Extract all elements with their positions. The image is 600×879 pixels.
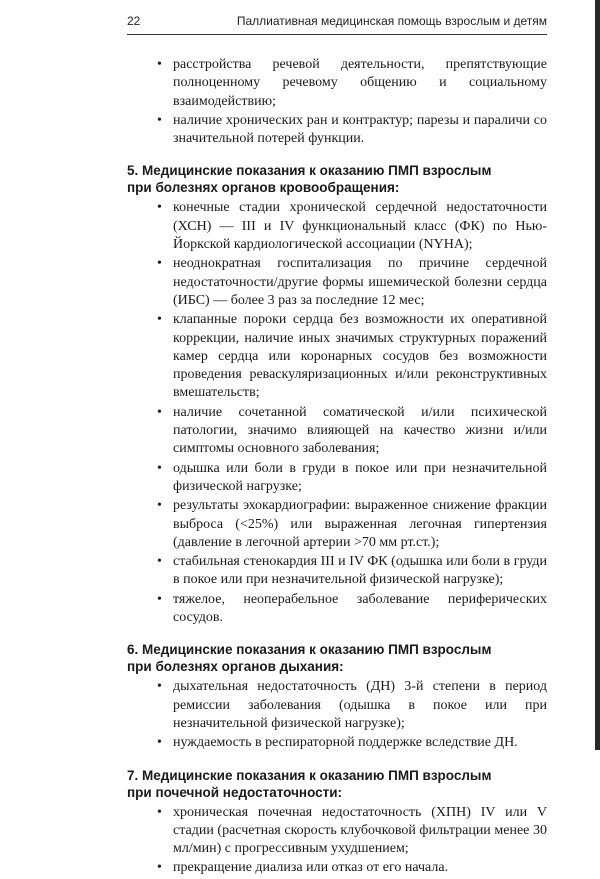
list-item: • расстройства речевой деятельности, препятствующие полноценному речевому общению и социальному взаимодействию; xyxy=(157,57,547,109)
list-item: • тяжелое, неоперабельное заболевание периферических сосудов. xyxy=(157,591,547,626)
list-item: • стабильная стенокардия III и IV ФК (одышка или боли в груди в покое или при незначительной физической нагрузке); xyxy=(157,554,547,588)
section-6-title: 6. Медицинские показания к оказанию ПМП взрослым при болезнях органов дыхания: xyxy=(127,642,492,675)
section-7-list xyxy=(127,804,547,878)
bullet-icon: • xyxy=(157,57,162,72)
bullet-icon: • xyxy=(157,256,162,272)
running-header xyxy=(127,10,547,32)
section-6-list xyxy=(127,678,547,752)
list-item: • неоднократная госпитализация по причине сердечной недостаточности/другие формы ишемической болезни сердца (ИБС) — более 3 раз за последние 12 мес; xyxy=(157,256,547,308)
bullet-icon: • xyxy=(157,804,162,820)
bullet-icon: • xyxy=(157,554,162,570)
section-5-title: 5. Медицинские показания к оказанию ПМП взрослым при болезнях органов кровообращения: xyxy=(127,163,492,196)
bullet-icon: • xyxy=(157,460,162,476)
list-item: • дыхательная недостаточность (ДН) 3-й степени в период ремиссии заболевания (одышка в покое или при незначительной физической нагрузке); xyxy=(157,679,547,731)
page-edge xyxy=(595,0,600,750)
bullet-icon: • xyxy=(157,200,162,216)
bullet-icon: • xyxy=(157,498,162,514)
page-body xyxy=(127,56,547,879)
list-item: • хроническая почечная недостаточность (ХПН) IV или V стадии (расчетная скорость клубочковой фильтрации менее 30 мл/мин) с прогрессивным ухудшением; xyxy=(157,804,547,857)
bullet-icon: • xyxy=(157,679,162,695)
page-number: 22 xyxy=(127,14,141,28)
bullet-icon: • xyxy=(157,735,162,751)
list-item: • конечные стадии хронической сердечной недостаточности (ХСН) — III и IV функциональный класс (ФК) по Нью-Йоркской кардиологической ассоциации (NYHA); xyxy=(157,200,547,253)
list-item: • нуждаемость в респираторной поддержке вследствие ДН. xyxy=(127,734,547,752)
continued-list xyxy=(127,56,547,148)
list-item: • клапанные пороки сердца без возможности их оперативной коррекции, наличие иных значимых структурных поражений камер сердца или коронарных сосудов без возможности проведения реваскуляризационных и/или реконструктивных вмешательств; xyxy=(157,312,547,401)
bullet-icon: • xyxy=(157,112,162,128)
bullet-icon: • xyxy=(157,404,162,420)
list-item: • одышка или боли в груди в покое или при незначительной физической нагрузке; xyxy=(157,460,547,494)
section-5-list xyxy=(127,199,547,627)
list-item: • результаты эхокардиографии: выраженное снижение фракции выброса (<25%) или выраженная легочная гипертензия (давление в легочной артерии >70 мм рт.ст.); xyxy=(157,498,547,550)
list-item: • наличие сочетанной соматической и/или психической патологии, значимо влияющей на качество жизни и/или симптомы основного заболевания; xyxy=(157,404,547,457)
list-item: • прекращение диализа или отказ от его начала. xyxy=(127,859,547,877)
list-item: • наличие хронических ран и контрактур; парезы и параличи со значительной потерей функции. xyxy=(157,112,547,147)
section-7-title: 7. Медицинские показания к оказанию ПМП взрослым при почечной недостаточности: xyxy=(127,767,492,800)
bullet-icon: • xyxy=(157,312,162,328)
bullet-icon: • xyxy=(157,591,162,607)
running-title: Паллиативная медицинская помощь взрослым и детям xyxy=(236,14,547,28)
header-rule xyxy=(127,34,547,35)
bullet-icon: • xyxy=(157,860,162,876)
